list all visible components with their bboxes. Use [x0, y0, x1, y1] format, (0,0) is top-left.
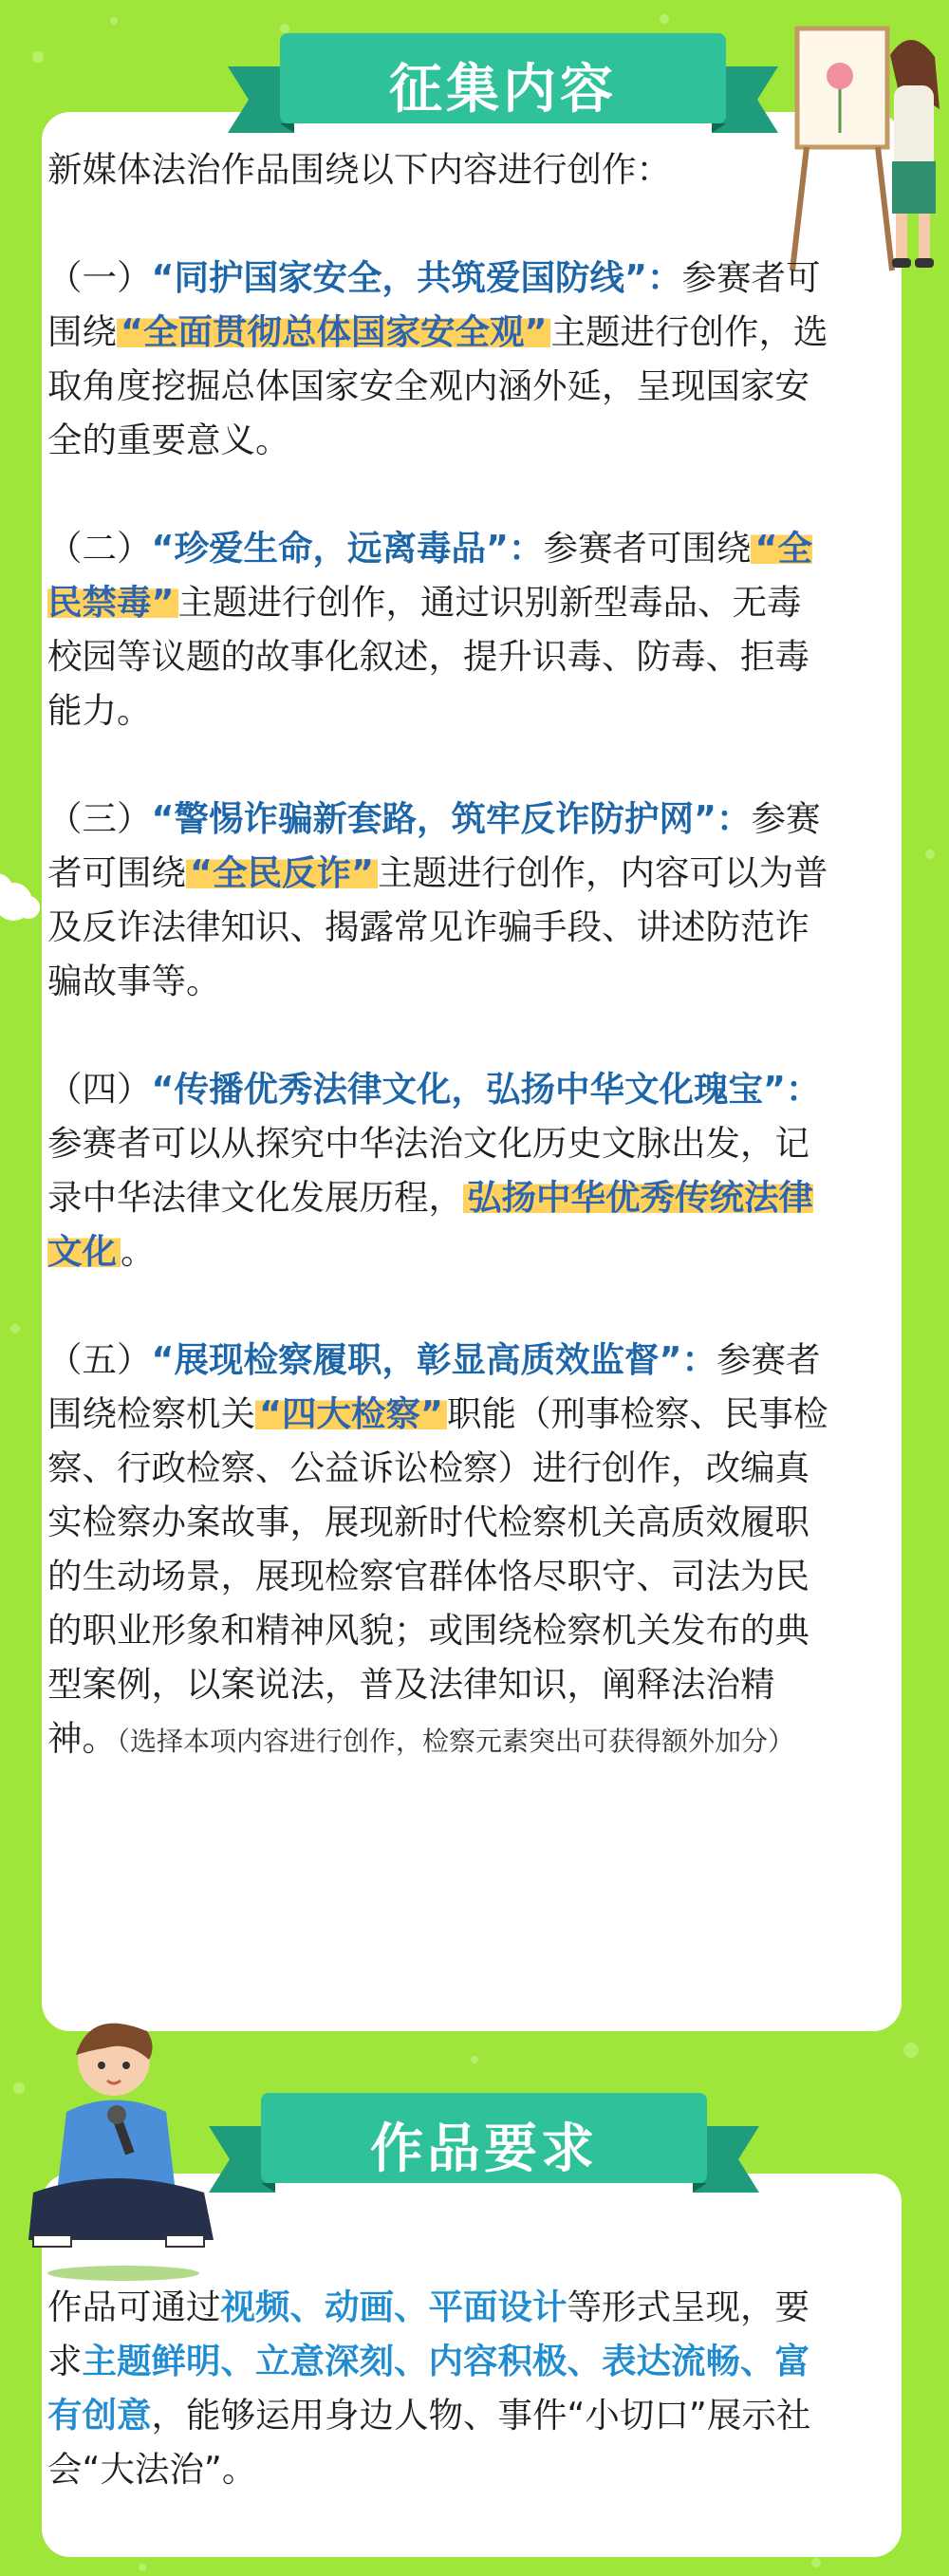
item-text: 。: [121, 1231, 156, 1272]
item-text: 参赛者可围绕: [47, 798, 821, 893]
intro-text: 新媒体法治作品围绕以下内容进行创作：: [47, 149, 671, 190]
boy-with-microphone-illustration: [14, 2003, 233, 2287]
item-text: 参赛者可围绕: [543, 528, 752, 569]
item-heading: “同护国家安全，共筑爱国防线”：: [151, 257, 682, 298]
item-highlight: 弘扬中华优秀传统法律文化: [47, 1177, 813, 1272]
section1-content: [47, 142, 830, 1768]
section-title: 征集内容: [389, 59, 617, 121]
item-number: （五）: [47, 1339, 152, 1380]
item-highlight: “全民反诈”: [186, 852, 378, 893]
section2-content: [47, 2280, 830, 2496]
item-heading: “警惕诈骗新套路，筑牢反诈防护网”：: [151, 798, 752, 839]
item-text: 参赛者可以从探究中华法治文化历史文脉出发，记录中华法律文化发展历程，: [47, 1123, 809, 1218]
item-1: [47, 251, 830, 467]
item-number: （一）: [47, 257, 152, 298]
req-criteria: 主题鲜明、立意深刻、内容积极、表达流畅、富有创意: [47, 2341, 809, 2436]
item-text: 参赛者可围绕: [47, 257, 821, 352]
requirements-text: [47, 2280, 830, 2496]
item-text: 主题进行创作，内容可以为普及反诈法律知识、揭露常见诈骗手段、讲述防范诈骗故事等。: [47, 852, 828, 1001]
item-heading: “传播优秀法律文化，弘扬中华文化瑰宝”：: [151, 1069, 821, 1110]
item-highlight: “全民禁毒”: [47, 528, 812, 623]
req-text: 等形式呈现，要求: [47, 2287, 809, 2381]
item-text: 参赛者围绕检察机关: [47, 1339, 821, 1434]
section-title: 作品要求: [370, 2119, 598, 2180]
item-text: 主题进行创作，通过识别新型毒品、无毒校园等议题的故事化叙述，提升识毒、防毒、拒毒能力。: [47, 582, 809, 731]
item-3: [47, 792, 830, 1008]
item-2: [47, 521, 830, 737]
item-heading: “珍爱生命，远离毒品”：: [151, 528, 544, 569]
item-4: [47, 1062, 830, 1279]
item-number: （四）: [47, 1069, 152, 1110]
item-text: 主题进行创作，选取角度挖掘总体国家安全观内涵外延，呈现国家安全的重要意义。: [47, 311, 828, 460]
section-title-ribbon: [209, 2088, 759, 2202]
item-highlight: “四大检察”: [255, 1393, 447, 1434]
item-text: 职能（刑事检察、民事检察、行政检察、公益诉讼检察）进行创作，改编真实检察办案故事，展现新时代检察机关高质效履职的生动场景，展现检察官群体恪尽职守、司法为民的职业形象和精神风貌；或围绕检察机关发布的典型案例，以案说法，普及法律知识，阐释法治精神。: [47, 1393, 828, 1759]
item-heading: “展现检察履职，彰显高质效监督”：: [151, 1339, 716, 1380]
item-note: （选择本项内容进行创作，检察元素突出可获得额外加分）: [117, 1726, 795, 1757]
item-5: [47, 1333, 830, 1768]
req-text: ，能够运用身边人物、事件“小切口”展示社会“大法治”。: [47, 2395, 811, 2490]
req-text: 作品可通过: [47, 2287, 221, 2327]
req-formats: 视频、动画、平面设计: [220, 2287, 568, 2327]
section-title-ribbon: [228, 28, 778, 142]
item-number: （二）: [47, 528, 152, 569]
item-highlight: “全面贯彻总体国家安全观”: [117, 311, 550, 352]
item-number: （三）: [47, 798, 152, 839]
